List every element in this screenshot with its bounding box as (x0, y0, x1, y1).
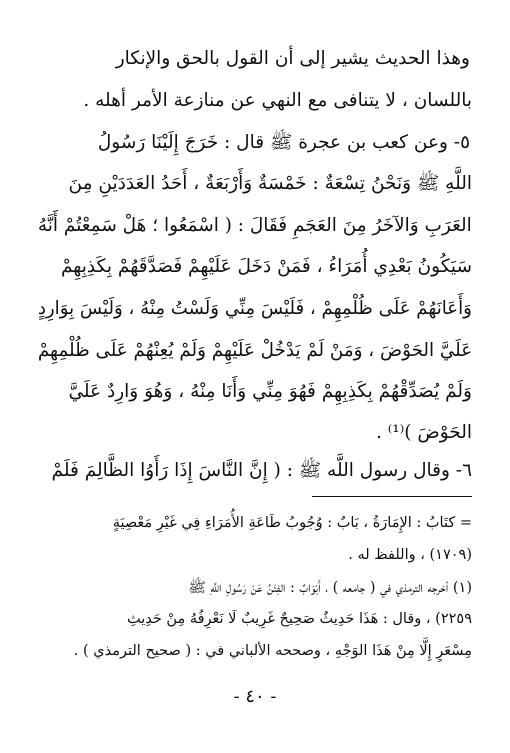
body-line-1: وهذا الحديث يشير إلى أن القول بالحق والإنكار (115, 48, 470, 69)
body-line-9: وَلَمْ يُصَدِّقْهُمْ بِكَذِبِهِمْ فَهُوَ مِنِّي وَأَنَا مِنْهُ ، وَهُوَ وَارِدٌ عَلَيَّ (68, 381, 472, 402)
body-line-6: سَيَكُونُ بَعْدِي أُمَرَاءُ ، فَمَنْ دَخَلَ عَلَيْهِمْ فَصَدَّقَهُمْ بِكَذِبِهِمْ (60, 256, 472, 277)
footnote-line-5: مِسْعَرٍ إِلَّا مِنْ هَذَا الوَجْهِ ، وصححه الألباني في : ( صحيح الترمذي ) . (73, 643, 472, 659)
body-line-8: عَلَيَّ الحَوْضَ ، وَمَنْ لَمْ يَدْخُلْ عَلَيْهِمْ وَلَمْ يُعِنْهُمْ عَلَى ظُلْمِهِمْ (37, 340, 472, 361)
body-line-5: العَرَبِ وَالآخَرُ مِنَ العَجَمِ فَقَالَ : ( اسْمَعُوا ؛ هَلْ سَمِعْتُمْ أَنَّهُ (38, 215, 472, 236)
body-line-7: وَأَعَانَهُمْ عَلَى ظُلْمِهِمْ ، فَلَيْسَ مِنِّي وَلَسْتُ مِنْهُ ، وَلَيْسَ بِوَارِدٍ (37, 298, 472, 319)
body-line-11: ٦- وقال رسول اللَّه ﷺ : ( إِنَّ النَّاسَ إِذَا رَأَوُا الظَّالِمَ فَلَمْ (51, 460, 472, 481)
body-line-10: الحَوْضَ )⁽¹⁾ . (375, 422, 472, 443)
footnote-line-3: (١) أخرجه الترمذي في ( جامعه ) ، أَبْوَابٌ : الفِتَنُ عَنْ رَسُولِ اللَّهِ ﷺ (188, 580, 472, 596)
body-line-2: باللسان ، لا يتنافى مع النهي عن منازعة الأمر أهله . (83, 90, 472, 111)
footnote-line-2: (١٧٠٩) ، واللفظ له . (348, 547, 472, 563)
footnote-divider (312, 496, 472, 497)
page-number: - ٤٠ - (233, 686, 277, 707)
body-line-3: ٥- وعن كعب بن عجرة ﷺ قال : خَرَجَ إِلَيْنَا رَسُولُ (97, 132, 470, 153)
body-line-4: اللَّهِ ﷺ وَنَحْنُ تِسْعَةٌ : خَمْسَةٌ وَأَرْبَعَةٌ ، أَحَدُ العَدَدَيْنِ مِنَ (68, 173, 472, 194)
footnote-line-1: = كتَابُ : الإِمَارَةُ ، بَابٌ : وُجُوبُ طَاعَةِ الأُمَرَاءِ فِي غَيْرِ مَعْصِيَةٍ (112, 515, 472, 531)
footnote-line-4: ٢٢٥٩) ، وقال : هَذَا حَدِيثٌ صَحِيحٌ غَرِيبٌ لَا نَعْرِفُهُ مِنْ حَدِيثِ (126, 611, 472, 627)
